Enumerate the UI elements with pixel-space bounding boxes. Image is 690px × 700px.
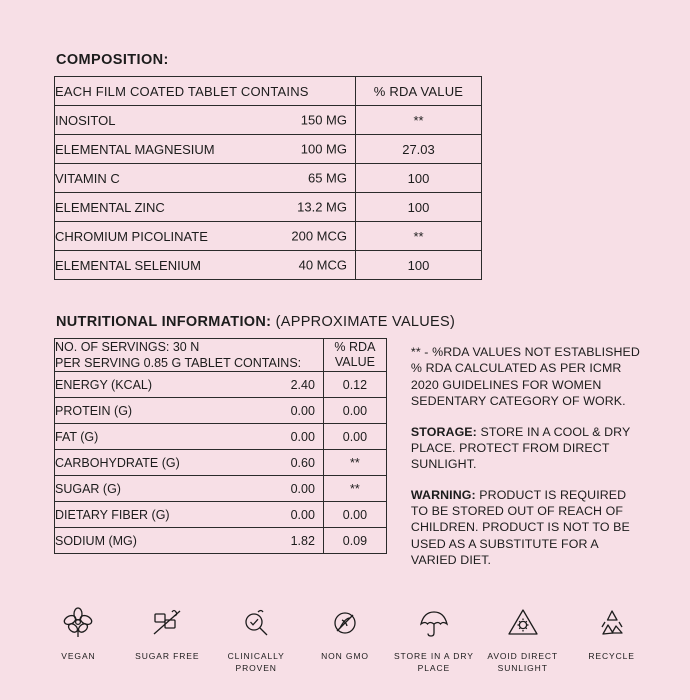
badge-label: SUGAR FREE bbox=[135, 651, 200, 662]
badge-label: VEGAN bbox=[61, 651, 96, 662]
ingredient-rda: ** bbox=[356, 106, 482, 135]
nutrient-rda: 0.00 bbox=[323, 424, 386, 450]
nutrient-cell bbox=[55, 528, 324, 554]
nutrient-rda: 0.09 bbox=[323, 528, 386, 554]
table-row bbox=[55, 398, 387, 424]
nutrient-name: SODIUM (MG) bbox=[55, 533, 137, 548]
ingredient-amount: 13.2 MG bbox=[297, 199, 347, 215]
badge-non-gmo bbox=[301, 603, 390, 674]
ingredient-rda: 27.03 bbox=[356, 135, 482, 164]
composition-header-rda: % RDA VALUE bbox=[356, 77, 482, 106]
nutrition-and-notes bbox=[54, 338, 642, 569]
composition-header-row bbox=[55, 77, 482, 106]
storage-note bbox=[411, 424, 642, 473]
nutrient-rda: ** bbox=[323, 450, 386, 476]
table-row bbox=[55, 450, 387, 476]
composition-ingredient-cell bbox=[55, 251, 356, 280]
badge-clinically-proven bbox=[212, 603, 301, 674]
badge-label: NON GMO bbox=[321, 651, 369, 662]
avoid-sunlight-icon bbox=[503, 603, 543, 643]
badge-dry-place bbox=[389, 603, 478, 674]
ingredient-rda: 100 bbox=[356, 251, 482, 280]
nutrient-name: DIETARY FIBER (G) bbox=[55, 507, 170, 522]
nutrient-cell bbox=[55, 372, 324, 398]
nutrition-title-approx: (APPROXIMATE VALUES) bbox=[275, 314, 456, 330]
rda-note: ** - %RDA VALUES NOT ESTABLISHED % RDA CALCULATED AS PER ICMR 2020 GUIDELINES FOR WOMEN SEDENTARY CATEGORY OF WORK. bbox=[410, 345, 640, 409]
nutrient-amount: 2.40 bbox=[290, 377, 315, 392]
table-row bbox=[55, 222, 482, 251]
nutrient-amount: 0.00 bbox=[290, 403, 315, 418]
nutrient-name: SUGAR (G) bbox=[55, 481, 121, 496]
clinically-proven-icon bbox=[236, 603, 276, 643]
badge-row bbox=[0, 603, 690, 674]
badge-vegan bbox=[34, 603, 123, 674]
nutrient-cell bbox=[55, 476, 324, 502]
ingredient-amount: 200 MCG bbox=[291, 228, 347, 244]
nutrient-rda: 0.00 bbox=[323, 502, 386, 528]
ingredient-amount: 40 MCG bbox=[298, 257, 347, 273]
table-row bbox=[55, 424, 387, 450]
nutrition-header-rda-line2: VALUE bbox=[334, 355, 375, 369]
nutrient-amount: 0.00 bbox=[290, 481, 315, 496]
storage-label: STORAGE: bbox=[410, 424, 477, 439]
table-row bbox=[55, 193, 482, 222]
composition-ingredient-cell bbox=[55, 164, 356, 193]
ingredient-name: VITAMIN C bbox=[55, 170, 120, 186]
nutrient-amount: 0.00 bbox=[290, 507, 315, 522]
nutrient-amount: 0.60 bbox=[290, 455, 315, 470]
nutrient-amount: 1.82 bbox=[290, 533, 315, 548]
table-row bbox=[55, 502, 387, 528]
nutrition-title bbox=[56, 314, 642, 330]
ingredient-rda: 100 bbox=[356, 193, 482, 222]
badge-sugar-free bbox=[123, 603, 212, 674]
nutrition-header-servings-line2: PER SERVING 0.85 G TABLET CONTAINS: bbox=[55, 356, 302, 370]
nutrient-name: FAT (G) bbox=[55, 429, 99, 444]
nutrient-cell bbox=[55, 424, 324, 450]
ingredient-amount: 150 MG bbox=[300, 112, 347, 128]
table-row bbox=[55, 251, 482, 280]
flower-vegan-icon bbox=[58, 603, 98, 643]
nutrition-header-rda-line1: % RDA bbox=[334, 340, 376, 354]
nutrition-header-row bbox=[55, 339, 387, 372]
composition-table bbox=[54, 76, 482, 280]
nutrient-cell bbox=[55, 450, 324, 476]
ingredient-name: ELEMENTAL ZINC bbox=[55, 199, 165, 215]
nutrient-cell bbox=[55, 398, 324, 424]
non-gmo-icon bbox=[325, 603, 365, 643]
umbrella-dry-place-icon bbox=[414, 603, 454, 643]
ingredient-name: CHROMIUM PICOLINATE bbox=[55, 228, 208, 244]
storage-text: STORE IN A COOL & DRY PLACE. PROTECT FROM DIRECT SUNLIGHT. bbox=[410, 424, 631, 472]
ingredient-name: INOSITOL bbox=[55, 112, 116, 128]
ingredient-name: ELEMENTAL MAGNESIUM bbox=[55, 141, 215, 157]
badge-recycle bbox=[567, 603, 656, 674]
badge-avoid-sunlight bbox=[478, 603, 567, 674]
nutrient-name: ENERGY (KCAL) bbox=[55, 377, 153, 392]
ingredient-rda: 100 bbox=[356, 164, 482, 193]
table-row bbox=[55, 164, 482, 193]
nutrition-table bbox=[54, 338, 387, 554]
composition-header-ingredient: EACH FILM COATED TABLET CONTAINS bbox=[55, 77, 356, 106]
nutrition-header-servings-line1: NO. OF SERVINGS: 30 N bbox=[55, 340, 200, 354]
badge-label: CLINICALLY PROVEN bbox=[227, 651, 285, 673]
nutrient-name: PROTEIN (G) bbox=[55, 403, 133, 418]
nutrient-amount: 0.00 bbox=[290, 429, 315, 444]
composition-ingredient-cell bbox=[55, 222, 356, 251]
table-row bbox=[55, 135, 482, 164]
nutrient-rda: 0.12 bbox=[323, 372, 386, 398]
ingredient-rda: ** bbox=[356, 222, 482, 251]
no-sugar-icon bbox=[147, 603, 187, 643]
warning-text: PRODUCT IS REQUIRED TO BE STORED OUT OF REACH OF CHILDREN. PRODUCT IS NOT TO BE USED AS A SUBSTITUTE FOR A VARIED DIET. bbox=[410, 487, 630, 568]
nutrition-header-rda bbox=[323, 339, 386, 372]
nutrient-cell bbox=[55, 502, 324, 528]
notes-block bbox=[411, 338, 642, 569]
warning-note bbox=[411, 487, 642, 569]
table-row bbox=[55, 372, 387, 398]
ingredient-name: ELEMENTAL SELENIUM bbox=[55, 257, 201, 273]
composition-ingredient-cell bbox=[55, 135, 356, 164]
warning-label: WARNING: bbox=[410, 487, 476, 502]
ingredient-amount: 65 MG bbox=[307, 170, 347, 186]
table-row bbox=[55, 476, 387, 502]
badge-label: RECYCLE bbox=[588, 651, 635, 662]
badge-label: AVOID DIRECT SUNLIGHT bbox=[487, 651, 559, 673]
nutrient-rda: 0.00 bbox=[323, 398, 386, 424]
table-row bbox=[55, 106, 482, 135]
composition-ingredient-cell bbox=[55, 193, 356, 222]
table-row bbox=[55, 528, 387, 554]
nutrition-header-servings bbox=[55, 339, 324, 372]
ingredient-amount: 100 MG bbox=[300, 141, 347, 157]
nutrient-rda: ** bbox=[323, 476, 386, 502]
nutrition-title-main: NUTRITIONAL INFORMATION: bbox=[56, 314, 272, 330]
composition-ingredient-cell bbox=[55, 106, 356, 135]
badge-label: STORE IN A DRY PLACE bbox=[393, 651, 474, 673]
nutrient-name: CARBOHYDRATE (G) bbox=[55, 455, 180, 470]
recycle-icon bbox=[592, 603, 632, 643]
composition-title: COMPOSITION: bbox=[56, 52, 169, 68]
